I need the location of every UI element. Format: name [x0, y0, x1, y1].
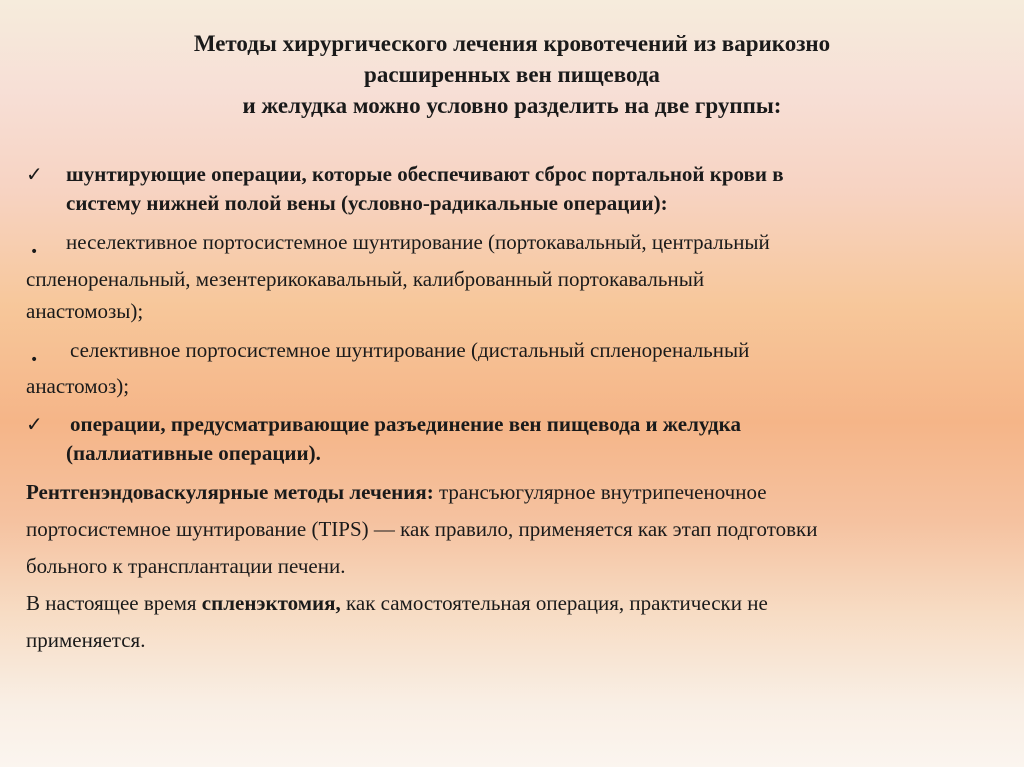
title-line-2: расширенных вен пищевода — [364, 62, 660, 87]
paragraph-text-line: применяется. — [26, 628, 146, 652]
list-item-selective-shunting — [26, 332, 1006, 404]
paragraph-term: спленэктомия, — [201, 591, 341, 615]
title-line-1: Методы хирургического лечения кровотечений из варикозно — [193, 31, 831, 56]
item-text-line: анастомоз); — [26, 374, 130, 398]
item-text-line: операции, предусматривающие разъединение вен пищевода и желудка — [70, 412, 741, 436]
bullet-icon: • — [30, 352, 39, 368]
item-text-line: спленоренальный, мезентерикокавальный, калиброванный портокавальный — [26, 267, 705, 291]
paragraph-splenectomy — [26, 585, 1006, 659]
slide-title — [100, 28, 924, 121]
list-item-nonselective-shunting — [26, 224, 1006, 324]
item-text-line: (паллиативные операции). — [66, 441, 321, 465]
checkmark-icon: ✓ — [26, 412, 43, 436]
bullet-icon: • — [30, 244, 39, 260]
paragraph-text: трансъюгулярное внутрипеченочное — [433, 480, 767, 504]
checkmark-icon: ✓ — [26, 162, 43, 186]
slide-content — [26, 160, 1006, 659]
list-item-disconnection-operations — [26, 410, 1006, 468]
paragraph-text: как самостоятельная операция, практически не — [340, 591, 768, 615]
item-text-line: систему нижней полой вены (условно-радикальные операции): — [66, 191, 668, 215]
item-text-line: селективное портосистемное шунтирование (дистальный спленоренальный — [70, 338, 750, 362]
item-text-line: анастомозы); — [26, 299, 144, 323]
title-line-3: и желудка можно условно разделить на две группы: — [242, 93, 782, 118]
item-text-line: неселективное портосистемное шунтирование (портокавальный, центральный — [66, 230, 770, 254]
paragraph-text: В настоящее время — [26, 591, 202, 615]
paragraph-text-line: больного к трансплантации печени. — [26, 554, 346, 578]
item-text-line: шунтирующие операции, которые обеспечивают сброс портальной крови в — [66, 162, 784, 186]
paragraph-heading: Рентгенэндоваскулярные методы лечения: — [26, 480, 434, 504]
paragraph-tips — [26, 474, 1006, 585]
paragraph-text-line: портосистемное шунтирование (TIPS) — как правило, применяется как этап подготовки — [26, 517, 818, 541]
list-item-shunting-operations — [26, 160, 1006, 218]
